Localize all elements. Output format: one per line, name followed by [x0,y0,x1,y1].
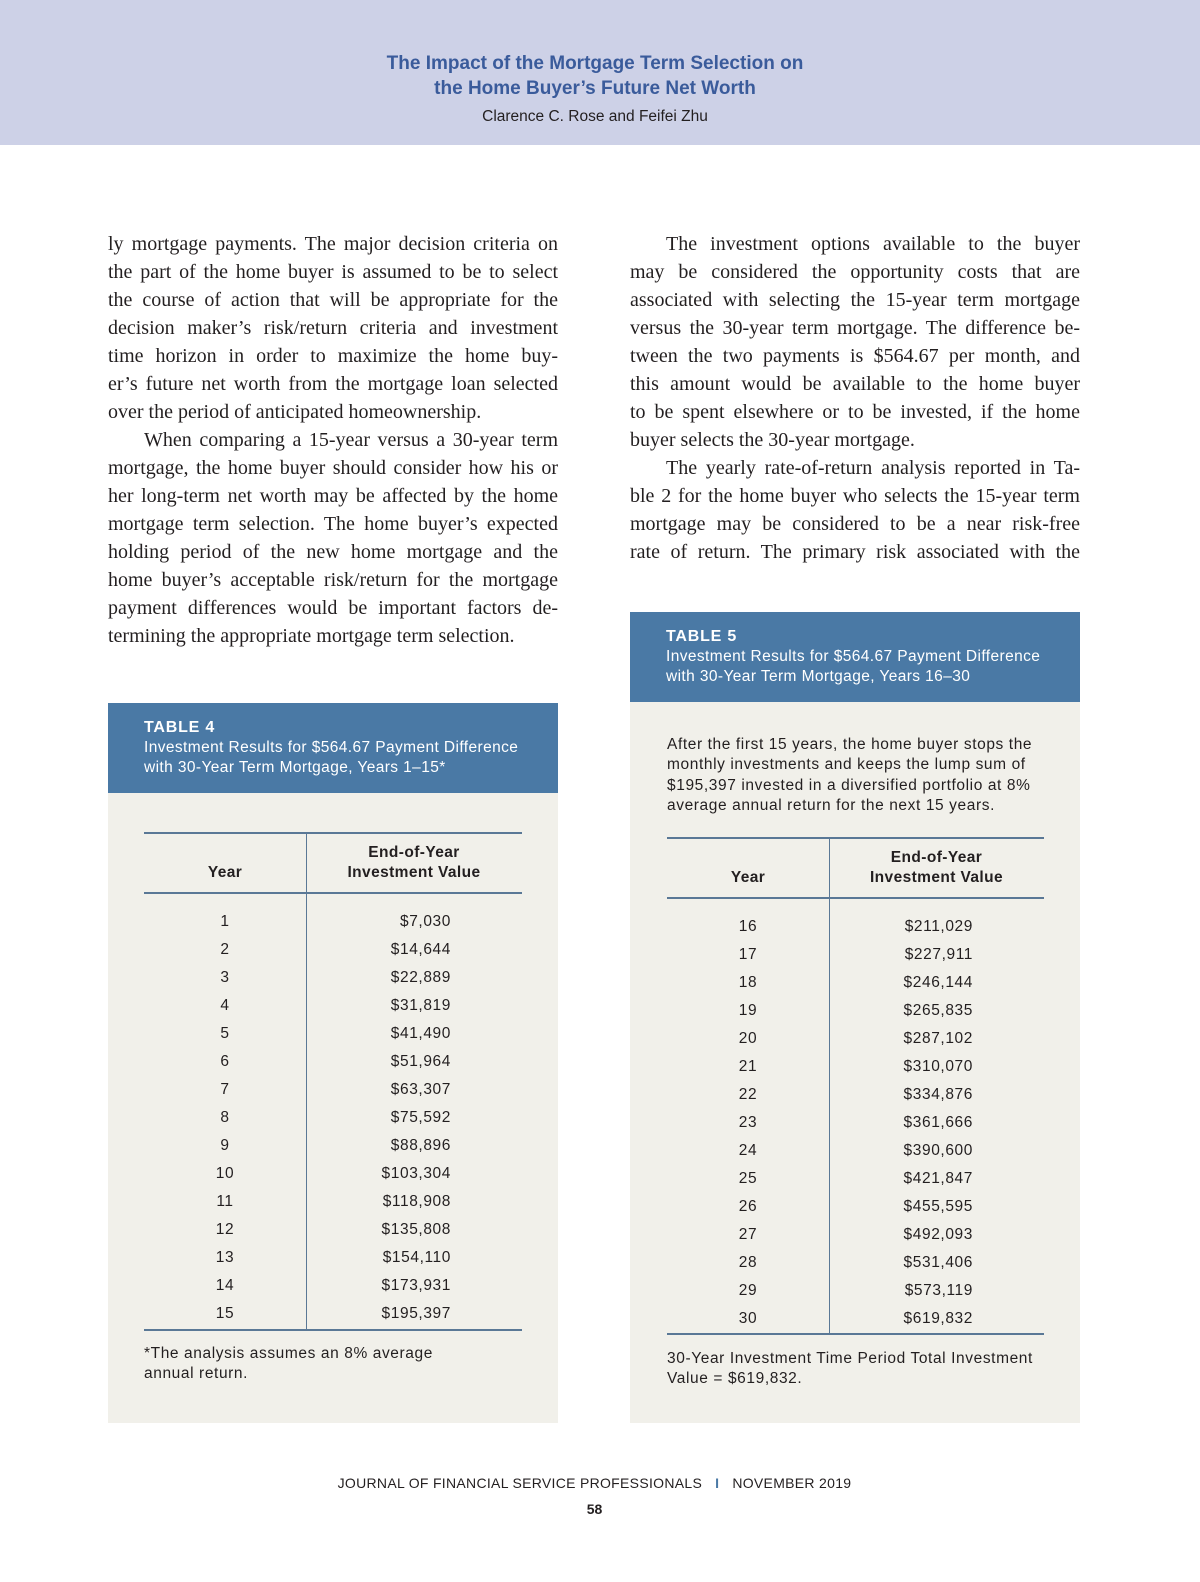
table-5-intro [667,735,1032,816]
body-text-line: termining the appropriate mortgage term selection. [108,625,515,647]
investment-value-cell: $227,911 [904,946,973,963]
body-text-line: mortgage, the home buyer should consider how his or [108,457,558,479]
body-text-line: versus the 30-year term mortgage. The difference be- [630,317,1080,339]
year-cell: 19 [738,1002,758,1019]
investment-value-cell: $7,030 [399,913,451,930]
body-text-line: ble 2 for the home buyer who selects the 15-year term [630,485,1080,507]
investment-value-cell: $531,406 [903,1254,973,1271]
year-cell: 20 [738,1030,758,1047]
year-cell: 5 [220,1025,230,1042]
table-row [144,1244,522,1272]
year-column-header: Year [730,869,766,886]
body-text-line: The investment options available to the buyer [666,233,1080,255]
year-cell: 1 [220,913,230,930]
paragraph [630,230,1080,454]
table-5-caption-line: with 30-Year Term Mortgage, Years 16–30 [666,668,971,685]
year-cell: 8 [220,1109,230,1126]
investment-value-cell: $103,304 [381,1165,451,1182]
article-title-line: The Impact of the Mortgage Term Selection on [386,53,804,74]
year-cell: 12 [215,1221,235,1238]
year-cell: 14 [215,1277,235,1294]
year-cell: 4 [220,997,230,1014]
investment-value-cell: $287,102 [903,1030,973,1047]
year-cell: 23 [738,1114,758,1131]
year-cell: 26 [738,1198,758,1215]
intro-line: average annual return for the next 15 years. [667,796,995,814]
investment-value-cell: $75,592 [390,1109,451,1126]
body-text-line: ly mortgage payments. The major decision criteria on [108,233,558,255]
body-text-line: buyer selects the 30-year mortgage. [630,429,915,451]
footnote-line: *The analysis assumes an 8% average [144,1345,433,1362]
table-row [667,1193,1044,1221]
year-column-header: Year [207,864,243,881]
table-4-header [108,703,558,793]
investment-value-cell: $88,896 [390,1137,451,1154]
table-row [667,1277,1044,1305]
year-cell: 27 [738,1226,758,1243]
table-row [667,969,1044,997]
right-text-column [630,230,1080,566]
year-cell: 6 [220,1053,230,1070]
investment-value-cell: $573,119 [904,1282,973,1299]
left-text-column [108,230,558,650]
table-5-header [630,612,1080,702]
table-row [144,1076,522,1104]
table-row [667,941,1044,969]
investment-value-cell: $211,029 [904,918,973,935]
journal-name: JOURNAL OF FINANCIAL SERVICE PROFESSIONALS [337,1475,703,1491]
page-number: 58 [586,1501,603,1517]
investment-value-cell: $51,964 [390,1053,451,1070]
paragraph [108,426,558,650]
year-cell: 7 [220,1081,230,1098]
value-column-header [829,848,1044,888]
year-cell: 25 [738,1170,758,1187]
table-row [144,992,522,1020]
intro-line: After the first 15 years, the home buyer stops the [667,736,1033,753]
investment-value-cell: $154,110 [382,1249,451,1266]
investment-value-cell: $41,490 [390,1025,451,1042]
table-4-body [144,908,522,1328]
body-text-line: associated with selecting the 15-year term mortgage [630,289,1080,311]
table-row [144,1216,522,1244]
investment-value-cell: $310,070 [903,1058,973,1075]
year-cell: 29 [738,1282,758,1299]
intro-line: monthly investments and keeps the lump sum of [667,756,1026,774]
value-column-header [306,843,522,883]
table-5-caption-line: Investment Results for $564.67 Payment Difference [666,648,1041,665]
year-cell: 21 [738,1058,758,1075]
table-row [667,997,1044,1025]
investment-value-cell: $31,819 [390,997,451,1014]
investment-value-cell: $22,889 [390,969,451,986]
year-cell: 2 [220,941,230,958]
year-cell: 30 [738,1310,758,1327]
table-row [144,1188,522,1216]
body-text-line: When comparing a 15-year versus a 30-year term [144,429,558,451]
year-cell: 3 [220,969,230,986]
table-row [667,1081,1044,1109]
table-row [144,1132,522,1160]
body-text-line: home buyer’s acceptable risk/return for the mortgage [108,569,558,591]
table-row [667,1053,1044,1081]
body-text-line: rate of return. The primary risk associated with the [630,541,1080,563]
table-4-column-headers [144,834,522,894]
investment-value-cell: $135,808 [381,1221,451,1238]
body-text-line: mortgage term selection. The home buyer’s expected [108,513,558,535]
body-text-line: this amount would be available to the home buyer [630,373,1080,395]
table-row [667,1305,1044,1333]
investment-value-cell: $421,847 [903,1170,973,1187]
table-5-footnote [667,1349,1033,1389]
table-row [144,1160,522,1188]
year-cell: 16 [738,918,758,935]
body-text-line: tween the two payments is $564.67 per month, and [630,345,1080,367]
table-4-label: TABLE 4 [144,719,216,736]
value-column-header-line: Investment Value [347,864,481,881]
year-cell: 17 [738,946,758,963]
body-text-line: the course of action that will be appropriate for the [108,289,558,311]
year-cell: 24 [738,1142,758,1159]
table-5-column-headers [667,839,1044,899]
table-row [667,1109,1044,1137]
table-4-caption-line: with 30-Year Term Mortgage, Years 1–15* [144,759,446,776]
year-cell: 22 [738,1086,758,1103]
investment-value-cell: $361,666 [903,1114,973,1131]
value-column-header-line: Investment Value [869,869,1004,886]
body-text-line: to be spent elsewhere or to be invested, if the home [630,401,1080,423]
body-text-line: holding period of the new home mortgage and the [108,541,558,563]
table-4-caption-line: Investment Results for $564.67 Payment Difference [144,739,519,756]
table-row [144,908,522,936]
body-text-line: her long-term net worth may be affected by the home [108,485,558,507]
table-5-body [667,913,1044,1333]
article-authors: Clarence C. Rose and Feifei Zhu [482,108,708,125]
paragraph [630,454,1080,566]
table-row [144,1104,522,1132]
footnote-line: Value = $619,832. [667,1370,803,1387]
investment-value-cell: $173,931 [381,1277,451,1294]
table-row [667,1221,1044,1249]
value-column-header-line: End-of-Year [368,844,460,861]
year-cell: 28 [738,1254,758,1271]
table-row [667,913,1044,941]
body-text-line: may be considered the opportunity costs that are [630,261,1080,283]
body-text-line: The yearly rate-of-return analysis reported in Ta- [666,457,1080,479]
table-row [144,1300,522,1328]
table-row [667,1249,1044,1277]
running-header-band [0,0,1200,145]
body-text-line: payment differences would be important factors de- [108,597,558,619]
body-text-line: er’s future net worth from the mortgage loan selected [108,373,558,395]
article-title [0,51,1190,101]
value-column-header-line: End-of-Year [890,849,983,866]
year-cell: 9 [220,1137,230,1154]
table-row [144,1272,522,1300]
investment-value-cell: $118,908 [382,1193,451,1210]
footer-separator: I [715,1475,720,1491]
investment-value-cell: $492,093 [903,1226,973,1243]
investment-value-cell: $246,144 [903,974,973,991]
article-title-line: the Home Buyer’s Future Net Worth [434,78,756,99]
table-4-grid [144,832,522,1331]
investment-value-cell: $265,835 [903,1002,973,1019]
table-5-label: TABLE 5 [666,628,738,645]
paragraph [108,230,558,426]
investment-value-cell: $63,307 [390,1081,451,1098]
body-text-line: mortgage may be considered to be a near risk-free [630,513,1080,535]
investment-value-cell: $195,397 [381,1305,451,1322]
body-text-line: time horizon in order to maximize the home buy- [108,345,558,367]
table-row [144,964,522,992]
table-4-footnote [144,1344,433,1384]
table-row [667,1165,1044,1193]
investment-value-cell: $14,644 [390,941,451,958]
issue-date: NOVEMBER 2019 [732,1475,852,1491]
year-cell: 13 [215,1249,235,1266]
footnote-line: 30-Year Investment Time Period Total Investment [667,1350,1033,1367]
intro-line: $195,397 invested in a diversified portfolio at 8% [667,776,1031,794]
investment-value-cell: $390,600 [903,1142,973,1159]
running-footer [0,1473,1189,1493]
table-row [667,1025,1044,1053]
body-text-line: the part of the home buyer is assumed to be to select [108,261,558,283]
year-cell: 18 [738,974,758,991]
investment-value-cell: $334,876 [903,1086,973,1103]
investment-value-cell: $455,595 [903,1198,973,1215]
investment-value-cell: $619,832 [903,1310,973,1327]
table-row [144,1020,522,1048]
body-text-line: decision maker’s risk/return criteria and investment [108,317,558,339]
year-cell: 15 [215,1305,235,1322]
year-cell: 10 [215,1165,235,1182]
table-row [144,936,522,964]
table-5-grid [667,837,1044,1335]
footnote-line: annual return. [144,1365,249,1382]
year-cell: 11 [216,1193,234,1210]
table-row [144,1048,522,1076]
table-row [667,1137,1044,1165]
body-text-line: over the period of anticipated homeownership. [108,401,482,423]
